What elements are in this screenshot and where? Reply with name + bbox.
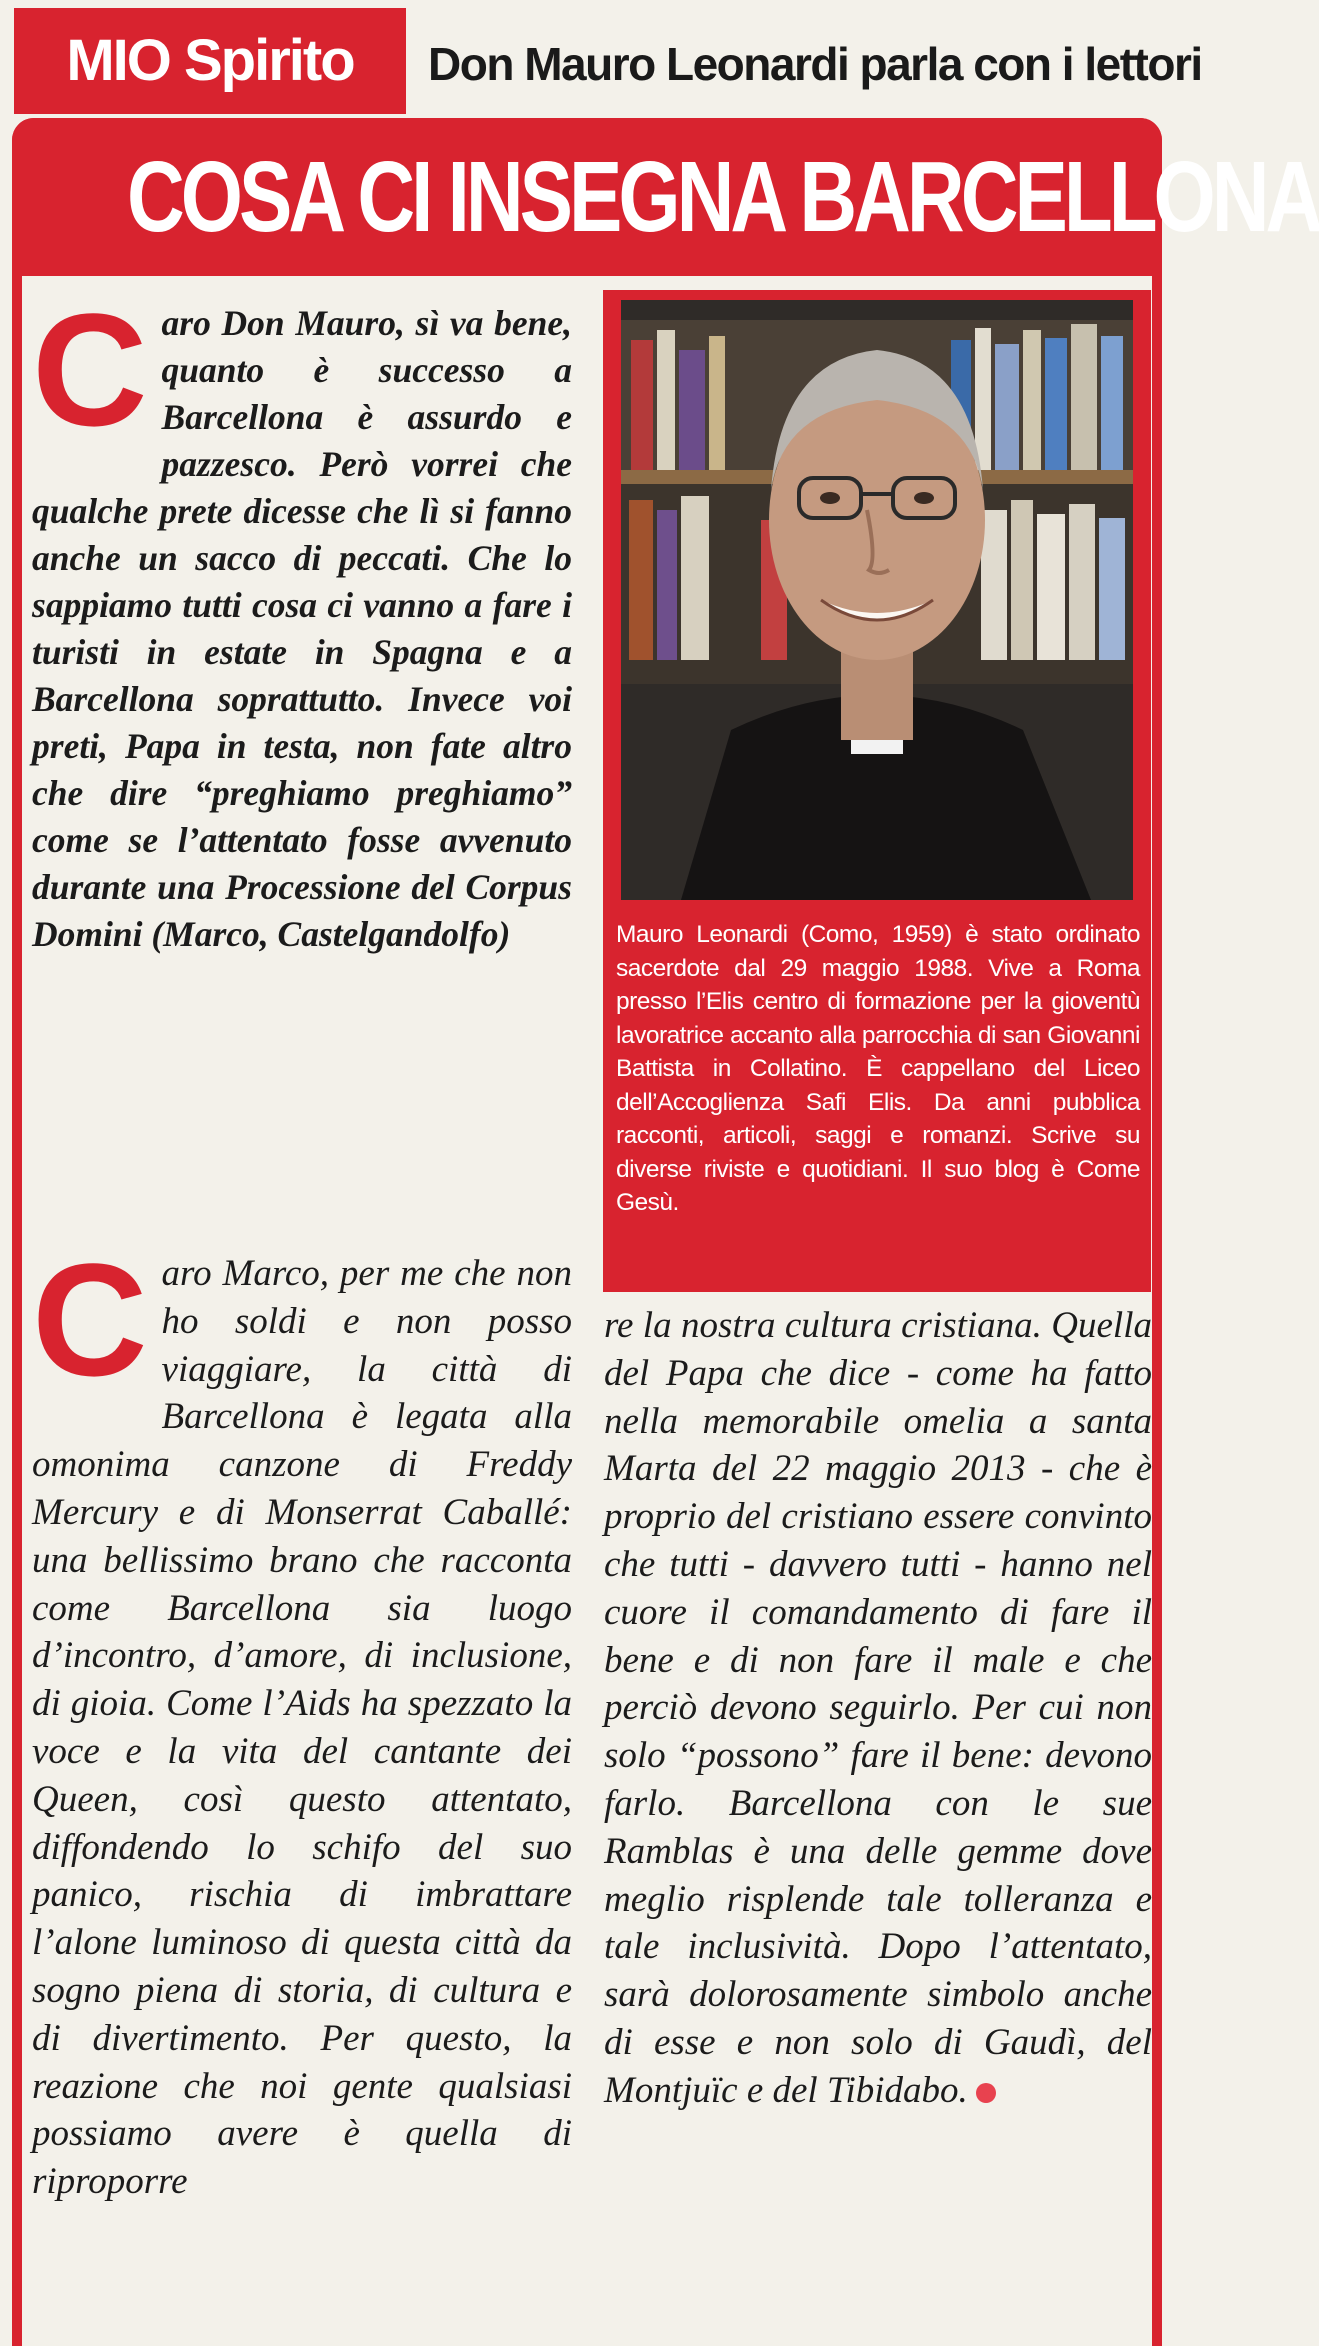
section-tag: MIO Spirito [14, 8, 406, 114]
answer-text-right: re la nostra cultura cristiana. Quella del Papa che dice - come ha fatto nella memorabile omelia a santa Marta del 22 maggio 2013 - che è proprio del cristiano essere convinto che tutti - davvero tutti - hanno nel cuore il comandamento di fare il bene e di non fare il male e che perciò devono seguirlo. Per cui non solo “possono” fare il bene: devono farlo. Barcellona con le sue Ramblas è una delle gemme dove meglio risplende tale tolleranza e tale inclusività. Dopo l’attentato, sarà dolorosamente simbolo anche di esse e non solo di Gaudì, del Montjuïc e del Tibidabo. [604, 1305, 1152, 2111]
end-mark-icon [976, 2083, 996, 2103]
header-subtitle: Don Mauro Leonardi parla con i lettori [428, 38, 1202, 90]
portrait-photo [621, 300, 1133, 900]
reader-letter [32, 280, 572, 958]
answer-text-left: aro Marco, per me che non ho soldi e non posso viaggiare, la città di Barcellona è legata alla omonima canzone di Freddy Mercury e di Monserrat Caballé: una bellissimo brano che racconta come Barcellona sia luogo d’incontro, d’amore, di inclusione, di gioia. Come l’Aids ha spezzato la voce e la vita del cantante dei Queen, così questo attentato, diffondendo lo schifo del suo panico, rischia di imbrattare l’alone luminoso di questa città da sogno piena di storia, di cultura e di divertimento. Per questo, la reazione che noi gente qualsiasi possiamo avere è quella di riproporre [32, 1253, 572, 2203]
photo-caption: Mauro Leonardi (Como, 1959) è stato ordinato sacerdote dal 29 maggio 1988. Vive a Roma presso l’Elis centro di formazione per la gioventù lavoratrice accanto alla parrocchia di san Giovanni Battista in Collatino. È cappellano del Liceo dell’Accoglienza Safi Elis. Da anni pubblica racconti, articoli, saggi e romanzi. Scrive su diverse riviste e quotidiani. Il suo blog è Come Gesù. [616, 921, 1140, 1216]
answer-dropcap: C [32, 1230, 148, 1409]
portrait-illustration [621, 300, 1133, 900]
letter-dropcap: C [32, 280, 148, 459]
answer-column-right [604, 1302, 1152, 2115]
letter-text: aro Don Mauro, sì va bene, quanto è successo a Barcellona è assurdo e pazzesco. Però vorrei che qualche prete dicesse che lì si fanno anche un sacco di peccati. Che lo sappiamo tutti cosa ci vanno a fare i turisti in estate in Spagna e a Barcellona soprattutto. Invece voi preti, Papa in testa, non fate altro che dire “preghiamo preghiamo” come se l’attentato fosse avvenuto durante una Processione del Corpus Domini (Marco, Castelgandolfo) [32, 303, 572, 954]
answer-column-left [32, 1230, 572, 2206]
headline: COSA CI INSEGNA BARCELLONA [127, 141, 1319, 253]
